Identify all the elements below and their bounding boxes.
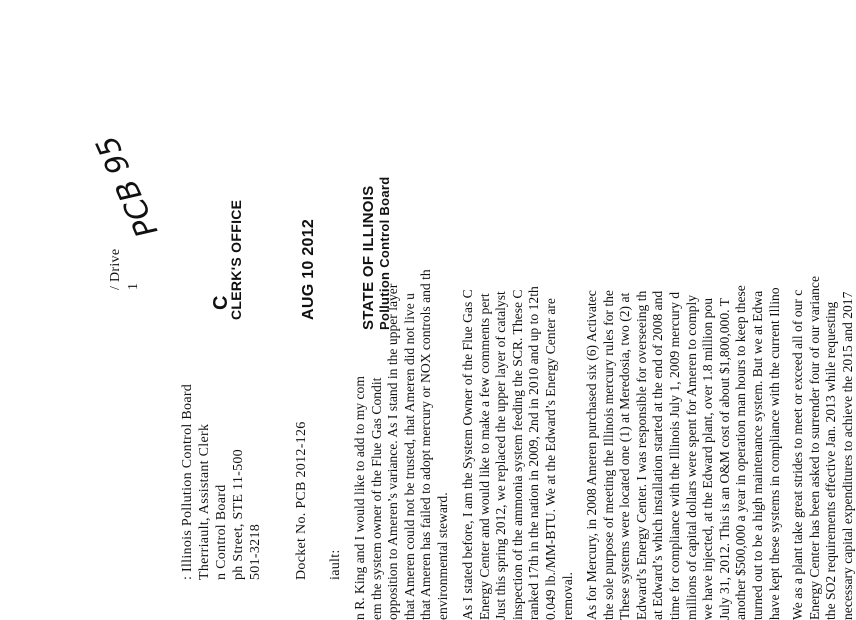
p2-line: removal. <box>559 572 575 620</box>
p3-line: we have injected, at the Edward plant, over 1.8 million pou <box>700 297 716 620</box>
p4-line: Energy Center has been asked to surrender four of our variance <box>806 276 822 620</box>
p3-line: July 31, 2012. This is an O&M cost of about $1,800,000. T <box>716 298 732 620</box>
p3-line: These systems were located one (1) at Meredosia, two (2) at <box>617 292 633 620</box>
p1-line: environmental steward. <box>434 492 450 620</box>
p3-line: at Edward’s which installation started at the end of 2008 and <box>650 290 666 620</box>
stamp-received: C <box>210 295 232 310</box>
addressee-line-4: ph Street, STE 11-500 <box>231 449 246 580</box>
p3-line: Edward’s Energy Center. I was responsible for overseeing th <box>633 290 649 620</box>
p1-line: n R. King and I would like to add to my com <box>352 376 367 620</box>
paragraph-2 <box>460 60 576 620</box>
stamp-date: AUG 10 2012 <box>300 218 317 320</box>
p3-line: turned out to be a high maintenance system. But we at Edwa <box>749 290 765 620</box>
p3-line: time for compliance with the Illinois July 1, 2009 mercury d <box>666 291 682 620</box>
p4-line: We as a plant take great strides to meet or exceed all of our c <box>790 289 805 620</box>
p4-line: the SO2 requirements effective Jan. 2013 while requesting <box>823 301 839 620</box>
page-content <box>89 40 855 620</box>
addressee-line-3: n Control Board <box>214 484 229 580</box>
p2-line: Energy Center and would like to make a few comments pert <box>476 293 492 620</box>
paragraph-1 <box>352 60 452 620</box>
rotated-page <box>89 40 855 620</box>
p4-line: necessary capital expenditures to achieve the 2015 and 2017 <box>839 291 855 620</box>
p3-line: As for Mercury, in 2008 Ameren purchased six (6) Activatec <box>584 290 599 620</box>
paragraph-3 <box>584 60 783 620</box>
salutation: iault: <box>328 549 343 580</box>
p1-line: opposition to Ameren’s variance. As I stand in the upper layer <box>385 283 401 620</box>
stamp-state: STATE OF ILLINOIS <box>360 185 377 330</box>
p3-line: the sole purpose of meeting the Illinois mercury rules for the <box>600 290 616 620</box>
addressee-line-5: 501-3218 <box>248 523 263 580</box>
paragraph-4 <box>790 60 856 620</box>
p2-line: As I stated before, I am the System Owner of the Flue Gas C <box>460 289 475 620</box>
p1-line: that Ameren has failed to adopt mercury or NOX controls and th <box>418 269 434 620</box>
p1-line: that Ameren could not be trusted, that Ameren did not live u <box>401 293 417 620</box>
handwritten-annotation: PCB 95 <box>89 130 166 243</box>
p1-line: em the system owner of the Flue Gas Condit <box>368 377 384 620</box>
addressee-line-1: : Illinois Pollution Control Board <box>180 383 195 580</box>
p2-line: inspection of the ammonia system feeding the SCR. These C <box>509 289 525 620</box>
addressee-line-2: Therriault, Assistant Clerk <box>197 423 212 580</box>
drive-sub: 1 <box>126 282 141 290</box>
p3-line: have kept these systems in compliance with the current Illino <box>766 287 782 620</box>
stamp-board: Pollution Control Board <box>377 176 392 330</box>
docket-number: Docket No. PCB 2012-126 <box>294 421 309 580</box>
drive-line: / Drive <box>108 248 123 290</box>
p2-line: 0.049 lb./MM-BTU. We at the Edward’s Energy Center are <box>542 298 558 620</box>
p2-line: Just this spring 2012, we replaced the upper layer of catalyst <box>493 291 509 620</box>
p3-line: millions of capital dollars were spent for Ameren to comply <box>683 294 699 620</box>
p3-line: another $500,000 a year in operation man hours to keep these <box>733 285 749 620</box>
p2-line: ranked 17th in the nation in 2009, 2nd in 2010 and up to 12th <box>526 286 542 620</box>
stamp-office: CLERK'S OFFICE <box>228 199 244 320</box>
